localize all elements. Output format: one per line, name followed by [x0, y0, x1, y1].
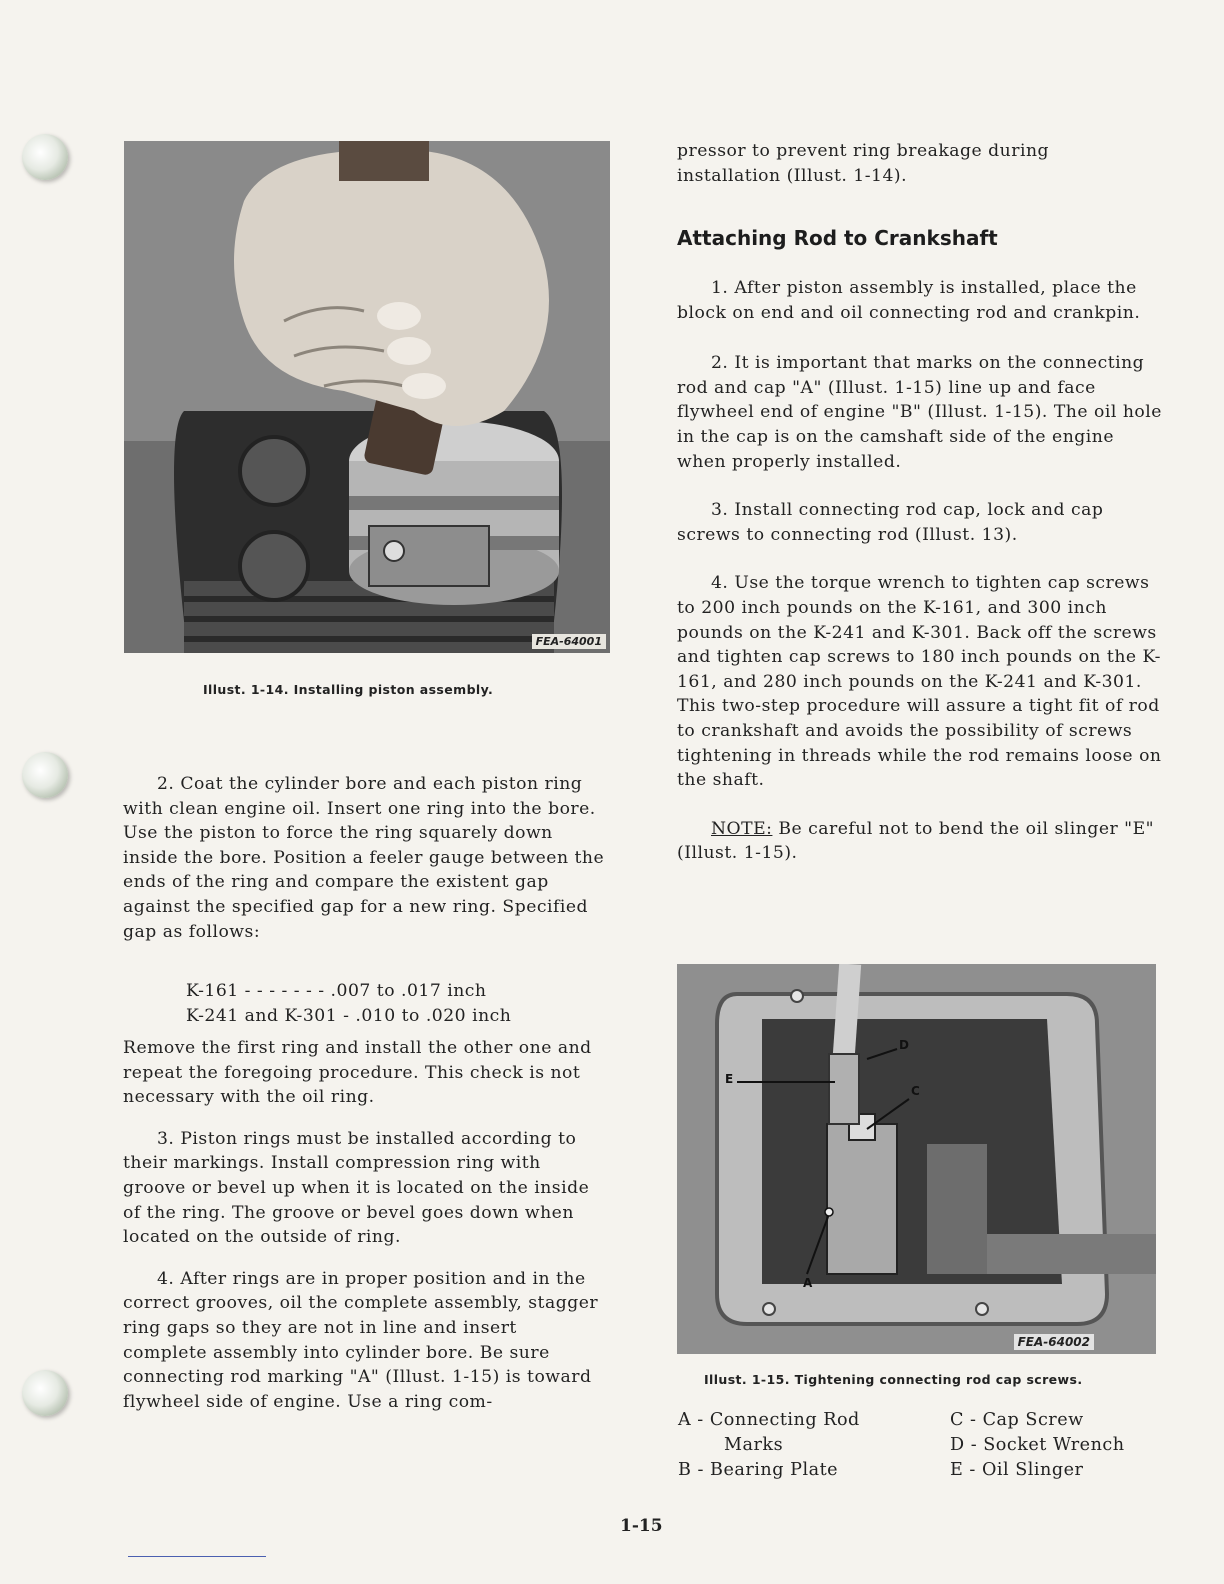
legend-c: C - Cap Screw [950, 1410, 1084, 1430]
figure-legend-left [678, 1408, 860, 1482]
paragraph-step-2-continued: Remove the first ring and install the other one and repeat the foregoing procedure. This check is not necessary with the oil ring. [123, 1038, 592, 1108]
paragraph-step-3: 3. Piston rings must be installed according to their markings. Install compression ring with groove or bevel up when it is located on the inside of the ring. The groove or bevel goes down when located on the outside of ring. [123, 1128, 590, 1248]
punch-hole-top [22, 134, 68, 180]
note-text: Be careful not to bend the oil slinger "E" (Illust. 1-15). [677, 818, 1155, 864]
bottom-rule [128, 1556, 266, 1557]
spec-k241-k301: K-241 and K-301 - .010 to .020 inch [186, 1005, 512, 1026]
figure-legend-right [950, 1408, 1125, 1482]
photo-label-c: C [911, 1084, 920, 1098]
left-column-continued [123, 1036, 603, 1429]
photo-label-d: D [899, 1038, 909, 1052]
legend-a-continued: Marks [724, 1434, 784, 1455]
photo-label-e: E [725, 1072, 734, 1086]
piston-installation-photo [124, 141, 610, 653]
paragraph-step-2: 2. Coat the cylinder bore and each piston ring with clean engine oil. Insert one ring into the bore. Use the piston to force the ring squarely down inside the bore. Position a feeler gauge between the ends of the ring and compare the existent gap against the specified gap for a new ring. Specified gap as follows: [123, 774, 605, 942]
punch-hole-bottom [22, 1370, 68, 1416]
spec-gap-table [186, 979, 606, 1028]
spec-k161: K-161 - - - - - - - .007 to .017 inch [186, 981, 487, 1001]
rod-cap-tightening-photo [677, 964, 1156, 1354]
punch-hole-middle [22, 752, 68, 798]
legend-d: D - Socket Wrench [950, 1434, 1125, 1455]
legend-b: B - Bearing Plate [678, 1459, 839, 1480]
section-heading: Attaching Rod to Crankshaft [677, 226, 998, 250]
right-column-top [677, 139, 1147, 203]
page-number: 1-15 [620, 1516, 663, 1536]
figure-caption-1-15: Illust. 1-15. Tightening connecting rod cap screws. [704, 1372, 1083, 1387]
figure-caption-1-14: Illust. 1-14. Installing piston assembly. [203, 682, 494, 697]
photo-label-a: A [803, 1276, 813, 1290]
paragraph-attach-3: 3. Install connecting rod cap, lock and cap screws to connecting rod (Illust. 13). [677, 500, 1104, 545]
note-paragraph [677, 817, 1163, 866]
paragraph-attach-2: 2. It is important that marks on the connecting rod and cap "A" (Illust. 1-15) line up and face flywheel end of engine "B" (Illust. 1-15). The oil hole in the cap is on the camshaft side of the engine when properly installed. [677, 353, 1162, 472]
photo-tag: FEA-64002 [1014, 1334, 1094, 1350]
paragraph-step-4: 4. After rings are in proper position and in the correct grooves, oil the complete assembly, stagger ring gaps so they are not in line and insert complete assembly into cylinder bore. Be sure connecting rod marking "A" (Illust. 1-15) is toward flywheel side of engine. Use a ring com- [123, 1268, 599, 1412]
note-label: NOTE: [711, 818, 773, 839]
legend-a: A - Connecting Rod [678, 1410, 860, 1430]
paragraph-attach-1: 1. After piston assembly is installed, place the block on end and oil connecting rod and crankpin. [677, 278, 1141, 323]
left-column [123, 772, 613, 959]
right-column [677, 276, 1163, 881]
paragraph-compressor-continued: pressor to prevent ring breakage during installation (Illust. 1-14). [677, 141, 1050, 186]
legend-e: E - Oil Slinger [950, 1459, 1084, 1480]
paragraph-attach-4: 4. Use the torque wrench to tighten cap screws to 200 inch pounds on the K-161, and 300 inch pounds on the K-241 and K-301. Back off the screws and tighten cap screws to 180 inch pounds on the K-161, and 280 inch pounds on the K-241 and K-301. This two-step procedure will assure a tight fit of rod to crankshaft and avoids the possibility of screws tightening in threads while the rod remains loose on the shaft. [677, 573, 1162, 791]
photo-tag: FEA-64001 [532, 634, 606, 649]
